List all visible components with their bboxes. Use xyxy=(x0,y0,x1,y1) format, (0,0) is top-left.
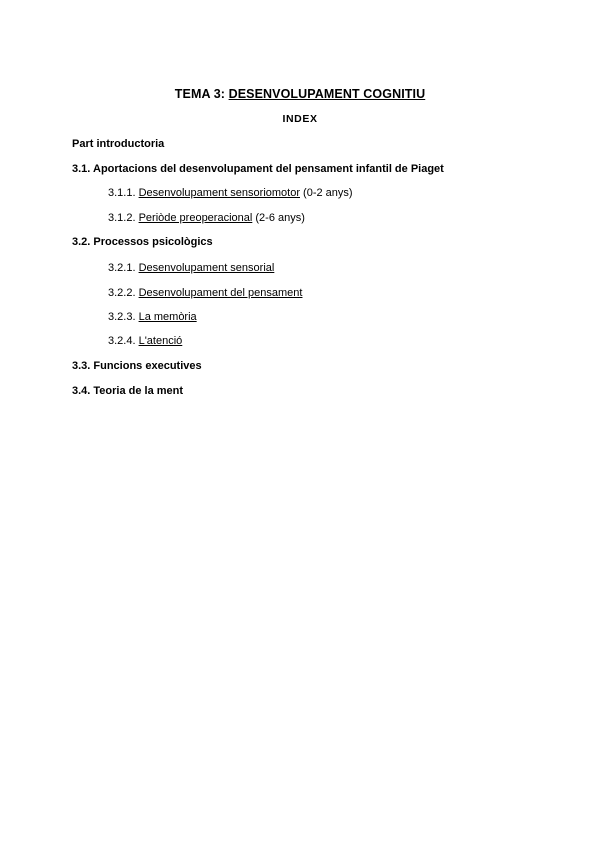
index-heading: INDEX xyxy=(282,113,318,125)
toc-number: 3.2.2. xyxy=(108,287,139,299)
toc-item-3-2-1 xyxy=(108,262,274,274)
toc-item-3-2-2 xyxy=(108,287,302,299)
toc-link-memoria[interactable]: La memòria xyxy=(138,311,197,323)
toc-link-sensoriomotor[interactable]: Desenvolupament sensoriomotor xyxy=(138,187,300,199)
toc-item-3-2-3 xyxy=(108,311,197,323)
toc-item-intro: Part introductoria xyxy=(72,138,165,150)
toc-suffix: (0-2 anys) xyxy=(300,187,353,199)
toc-item-3-1: 3.1. Aportacions del desenvolupament del pensament infantil de Piaget xyxy=(72,163,444,175)
toc-number: 3.1.2. xyxy=(108,212,139,224)
document-title xyxy=(0,87,600,101)
toc-link-preoperacional[interactable]: Periòde preoperacional xyxy=(138,212,253,224)
toc-number: 3.1.1. xyxy=(108,187,139,199)
title-prefix: TEMA 3: xyxy=(174,87,229,101)
toc-item-3-2-4 xyxy=(108,335,182,347)
toc-number: 3.2.4. xyxy=(108,335,139,347)
toc-number: 3.2.1. xyxy=(108,262,139,274)
toc-item-3-4: 3.4. Teoria de la ment xyxy=(72,385,184,397)
toc-item-3-1-2 xyxy=(108,212,305,224)
toc-link-pensament[interactable]: Desenvolupament del pensament xyxy=(138,287,303,299)
toc-item-3-1-1 xyxy=(108,187,353,199)
toc-link-atencio[interactable]: L'atenció xyxy=(138,335,183,347)
toc-link-sensorial[interactable]: Desenvolupament sensorial xyxy=(138,262,275,274)
toc-item-3-2: 3.2. Processos psicològics xyxy=(72,236,213,248)
title-topic: DESENVOLUPAMENT COGNITIU xyxy=(228,87,426,101)
toc-suffix: (2-6 anys) xyxy=(252,212,305,224)
toc-item-3-3: 3.3. Funcions executives xyxy=(72,360,202,372)
toc-number: 3.2.3. xyxy=(108,311,139,323)
